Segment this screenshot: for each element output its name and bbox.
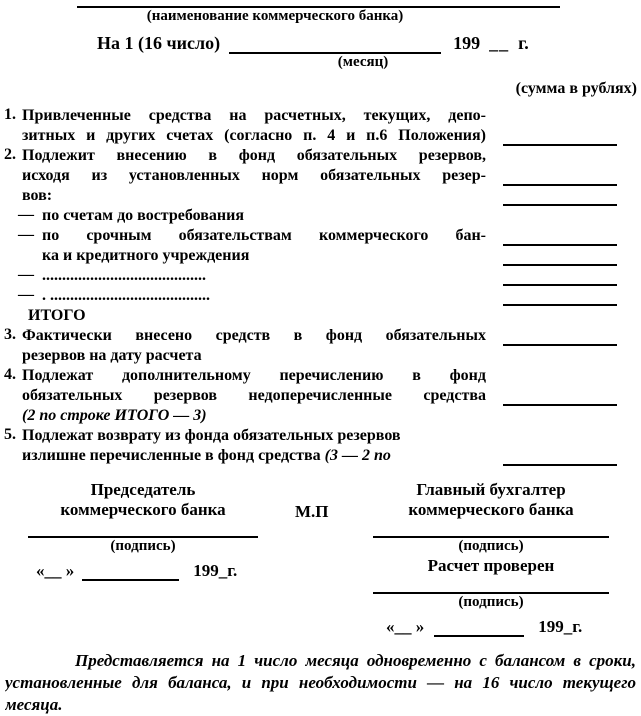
chairman-signature-column xyxy=(28,480,258,637)
chairman-title-line-2: коммерческого банка xyxy=(60,500,226,519)
month-blank-line xyxy=(229,38,441,54)
dash-marker: — xyxy=(18,286,34,303)
chairman-title-line-1: Председатель xyxy=(90,480,196,499)
item-number: 2. xyxy=(4,146,16,163)
item-4-row-2 xyxy=(0,386,641,406)
date-prefix: На 1 (16 число) xyxy=(97,33,221,53)
item-text: Подлежат дополнительному перечислению в фонд xyxy=(22,367,486,384)
item-text: резервов на дату расчета xyxy=(22,347,202,364)
item-formula-text: (3 — 2 по xyxy=(324,447,391,464)
month-caption: (месяц) xyxy=(337,54,389,70)
subitem-text: по счетам до востребования xyxy=(42,207,244,224)
date-year: 199_г. xyxy=(193,561,238,580)
form-body xyxy=(0,106,641,466)
dotted-blank-text: . ........................................ xyxy=(42,287,210,304)
fill-line xyxy=(503,198,617,206)
item-5-row-2 xyxy=(0,446,641,466)
subitem-2-row-1 xyxy=(0,226,641,246)
item-1-row-1 xyxy=(0,106,641,126)
date-quote-blank: «__ » xyxy=(36,561,75,580)
item-2-row-3 xyxy=(0,186,641,206)
bank-name-caption: (наименование коммерческого банка) xyxy=(146,8,404,24)
item-3-row-1 xyxy=(0,326,641,346)
item-text xyxy=(22,446,486,466)
signature-caption: (подпись) xyxy=(458,538,524,554)
fill-line xyxy=(503,178,617,186)
item-4-row-3 xyxy=(0,406,641,426)
item-text: обязательных резервов недоперечисленные средства xyxy=(22,387,486,404)
note-line: установленные для баланса, и при необходимости — на 16 число текущего xyxy=(5,673,636,692)
item-number: 4. xyxy=(4,366,16,383)
item-text: Подлежит внесению в фонд обязательных резервов, xyxy=(22,147,486,164)
signature-caption: (подпись) xyxy=(458,594,524,610)
total-label: ИТОГО xyxy=(28,307,86,324)
total-row xyxy=(0,306,641,326)
dotted-blank-text: ......................................... xyxy=(42,267,206,284)
dash-marker: — xyxy=(18,226,34,243)
dash-marker: — xyxy=(18,266,34,283)
submission-note xyxy=(0,650,641,716)
date-blank-line xyxy=(434,621,524,637)
report-date-line xyxy=(97,31,641,54)
item-text: Привлеченные средства на расчетных, текущих, депо- xyxy=(22,107,486,124)
item-2-row-2 xyxy=(0,166,641,186)
fill-line xyxy=(503,338,617,346)
signature-caption: (подпись) xyxy=(110,538,176,554)
subitem-text: ка и кредитного учреждения xyxy=(42,247,250,264)
accountant-signature-column xyxy=(373,480,609,637)
subitem-1-row xyxy=(0,206,641,226)
item-text: Фактически внесено средств в фонд обязательных xyxy=(22,327,486,344)
year-blank: __ xyxy=(489,33,510,53)
sum-in-rubles-caption: (сумма в рублях) xyxy=(515,80,637,97)
fill-line xyxy=(503,238,617,246)
date-year: 199_г. xyxy=(538,617,583,636)
date-blank-line xyxy=(82,565,179,581)
item-number: 3. xyxy=(4,326,16,343)
item-text: Подлежат возврату из фонда обязательных резервов xyxy=(22,427,401,444)
item-1-row-2 xyxy=(0,126,641,146)
dash-marker: — xyxy=(18,206,34,223)
item-2-row-1 xyxy=(0,146,641,166)
scanned-form-page xyxy=(0,6,641,714)
item-text: зитных и других счетах (согласно п. 4 и п.6 Положения) xyxy=(22,127,486,144)
item-3-row-2 xyxy=(0,346,641,366)
item-formula-text: (2 по строке ИТОГО — 3) xyxy=(22,407,207,424)
note-line: месяца. xyxy=(5,695,63,714)
subitem-3-row xyxy=(0,266,641,286)
item-text: исходя из установленных норм обязательных резер- xyxy=(22,167,486,184)
item-number: 5. xyxy=(4,426,16,443)
calculation-checked-label: Расчет проверен xyxy=(427,556,555,575)
fill-line xyxy=(503,458,617,466)
item-text: вов: xyxy=(22,187,53,204)
fill-line xyxy=(503,298,617,306)
fill-line xyxy=(503,258,617,266)
year-prefix: 199 xyxy=(453,33,481,53)
fill-line xyxy=(503,278,617,286)
checker-date-line xyxy=(373,615,609,637)
subitem-text: по срочным обязательствам коммерческого бан- xyxy=(42,227,486,244)
chairman-date-line xyxy=(28,559,258,581)
fill-line xyxy=(503,398,617,406)
subitem-4-row xyxy=(0,286,641,306)
fill-line xyxy=(503,138,617,146)
item-text-part: излишне перечисленные в фонд средства xyxy=(22,447,325,464)
item-4-row-1 xyxy=(0,366,641,386)
item-number: 1. xyxy=(4,106,16,123)
accountant-title-line-1: Главный бухгалтер xyxy=(416,480,566,499)
year-suffix: г. xyxy=(518,33,529,53)
date-quote-blank: «__ » xyxy=(386,617,425,636)
note-line: Представляется на 1 число месяца одновременно с балансом в сроки, xyxy=(75,651,636,670)
item-5-row-1 xyxy=(0,426,641,446)
subitem-2-row-2 xyxy=(0,246,641,266)
signature-block xyxy=(0,480,641,637)
accountant-title-line-2: коммерческого банка xyxy=(408,500,574,519)
stamp-place-label: М.П xyxy=(295,502,329,521)
